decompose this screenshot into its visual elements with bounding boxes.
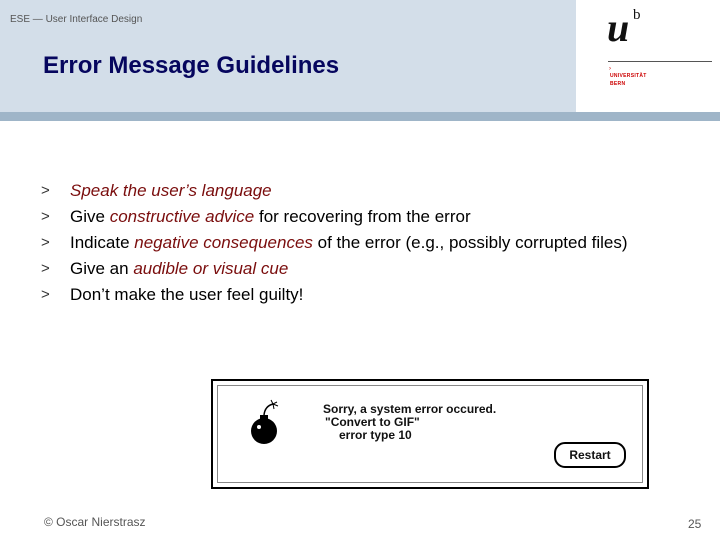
logo-area [576,0,720,112]
guideline-list [41,180,641,310]
bullet-marker: > [41,286,50,303]
footer-copyright: © Oscar Nierstrasz [44,515,146,529]
bullet-text: Don’t make the user feel guilty! [70,285,304,304]
logo-line2: BERN [610,81,626,87]
dialog-line2: "Convert to GIF" [325,415,420,429]
bullet-text: Give an [70,259,134,278]
list-item [41,180,641,201]
page-number: 25 [688,517,702,531]
bullet-text: Indicate [70,233,135,252]
bullet-text: of the error (e.g., possibly corrupted files) [312,233,628,252]
dialog-line1: Sorry, a system error occured. [323,402,497,416]
bullet-highlight: Speak the user’s language [70,181,272,200]
list-item [41,258,641,279]
list-item [41,284,641,305]
bullet-marker: > [41,208,50,225]
list-item [41,232,641,253]
bullet-marker: > [41,260,50,277]
bullet-text: Give [70,207,110,226]
bullet-highlight: audible or visual cue [133,259,289,278]
logo-divider [608,61,712,62]
dialog-message [323,403,496,442]
bullet-text: for recovering from the error [254,207,471,226]
dialog-line3: error type 10 [339,428,412,442]
logo-mark: u [607,5,630,50]
bullet-marker: > [41,182,50,199]
list-item [41,206,641,227]
restart-button[interactable]: Restart [554,442,626,468]
slide-title: Error Message Guidelines [43,52,340,79]
header-rule [0,112,720,121]
bullet-marker: > [41,234,50,251]
course-label: ESE — User Interface Design [10,14,143,25]
logo-superscript: b [633,7,641,23]
bomb-icon [247,396,293,448]
error-dialog [211,379,649,489]
bullet-highlight: negative consequences [134,233,313,252]
bullet-highlight: constructive advice [109,207,255,226]
logo-chevron-icon: › [609,66,611,72]
logo-line1: UNIVERSITÄT [610,73,647,79]
